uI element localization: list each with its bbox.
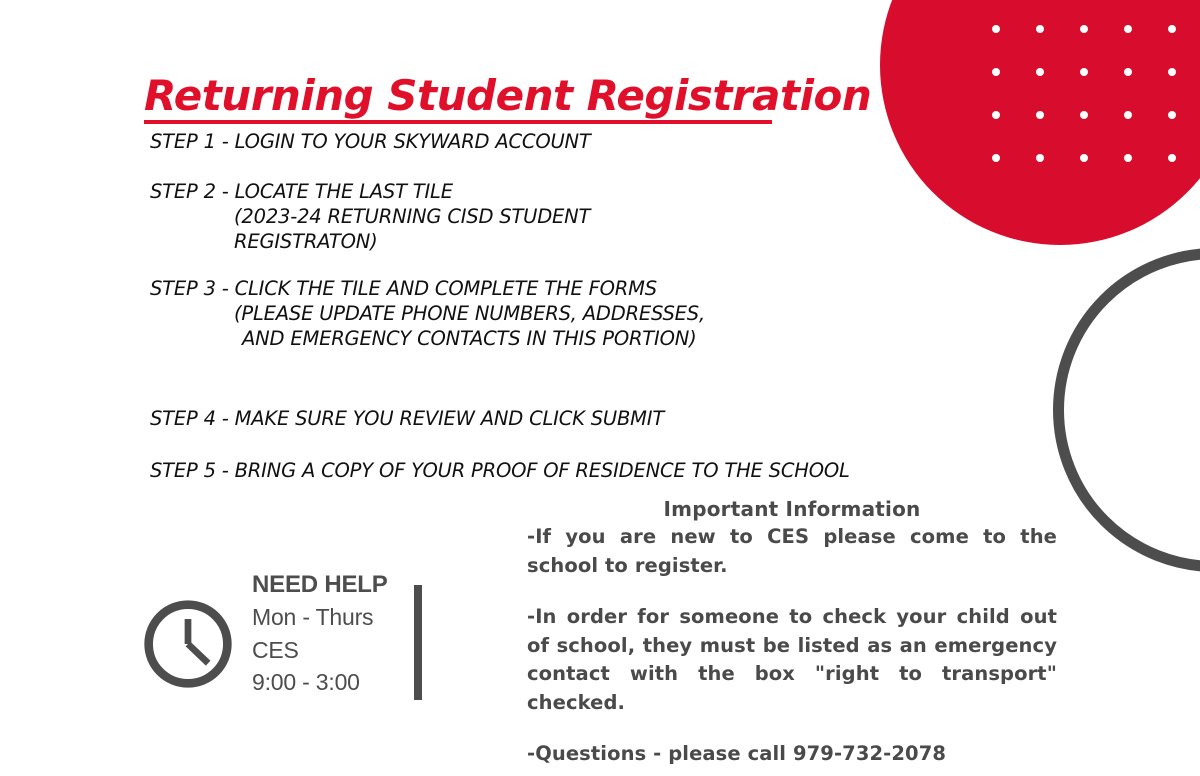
vertical-divider: [414, 585, 422, 700]
step-2-line-2: (2023-24 RETURNING CISD STUDENT: [234, 204, 591, 228]
step-item-2: [150, 180, 890, 255]
step-item-3: [150, 277, 890, 352]
step-item-5: [150, 459, 890, 484]
step-5-line-1: STEP 5 - BRING A COPY OF YOUR PROOF OF RESIDENCE TO THE SCHOOL: [150, 458, 850, 482]
spacer: [150, 432, 890, 459]
step-2-line-1: STEP 2 - LOCATE THE LAST TILE: [150, 179, 453, 203]
dot-decoration: [1168, 25, 1176, 33]
dot-decoration: [1124, 25, 1132, 33]
dot-decoration: [992, 154, 1000, 162]
dot-decoration: [1036, 68, 1044, 76]
title-underline: [144, 120, 772, 124]
step-item-4: [150, 407, 890, 432]
step-1-line-1: STEP 1 - LOGIN TO YOUR SKYWARD ACCOUNT: [150, 130, 591, 153]
step-item-1: [150, 130, 890, 155]
need-help-hours: 9:00 - 3:00: [252, 669, 360, 696]
dot-decoration: [1080, 154, 1088, 162]
dot-decoration: [1168, 154, 1176, 162]
need-help-title: NEED HELP: [252, 571, 388, 598]
need-help-location: CES: [252, 636, 299, 663]
important-information-paragraph-2: -In order for someone to check your child out of school, they must be listed as an emergency contact with the box "right to transport" checked.: [527, 604, 1057, 715]
dot-decoration: [1080, 68, 1088, 76]
gray-ring-decoration: [1053, 248, 1200, 572]
dot-decoration: [992, 68, 1000, 76]
title-block: [144, 71, 872, 124]
dot-decoration: [1036, 111, 1044, 119]
spacer: [527, 718, 1057, 740]
dot-decoration: [1168, 68, 1176, 76]
steps-list: [150, 130, 890, 484]
dot-decoration: [1036, 154, 1044, 162]
important-information-heading: Important Information: [663, 497, 921, 521]
step-4-line-1: STEP 4 - MAKE SURE YOU REVIEW AND CLICK SUBMIT: [150, 406, 665, 430]
important-information-paragraph-1: -If you are new to CES please come to the school to register.: [527, 525, 1057, 577]
page-title: Returning Student Registration: [144, 71, 872, 120]
white-dot-grid-decoration: [992, 25, 1192, 175]
need-help-text-group: [252, 568, 388, 699]
step-3-line-2: (PLEASE UPDATE PHONE NUMBERS, ADDRESSES,: [234, 301, 705, 325]
spacer: [150, 352, 890, 407]
need-help-block: [140, 568, 388, 699]
important-information-paragraph-3: -Questions - please call 979-732-2078: [527, 742, 947, 766]
dot-decoration: [1168, 111, 1176, 119]
spacer: [527, 581, 1057, 603]
step-3-line-3: AND EMERGENCY CONTACTS IN THIS PORTION): [242, 326, 697, 350]
dot-decoration: [1036, 25, 1044, 33]
dot-decoration: [1080, 25, 1088, 33]
clock-icon: [140, 596, 236, 692]
spacer: [150, 155, 890, 180]
dot-decoration: [1080, 111, 1088, 119]
spacer: [150, 255, 890, 277]
step-3-line-1: STEP 3 - CLICK THE TILE AND COMPLETE THE FORMS: [150, 276, 657, 300]
step-2-line-3: REGISTRATON): [234, 229, 378, 253]
dot-decoration: [992, 111, 1000, 119]
important-information-panel: [527, 496, 1057, 769]
dot-decoration: [1124, 154, 1132, 162]
dot-decoration: [1124, 111, 1132, 119]
dot-decoration: [1124, 68, 1132, 76]
dot-decoration: [992, 25, 1000, 33]
need-help-days: Mon - Thurs: [252, 604, 374, 631]
